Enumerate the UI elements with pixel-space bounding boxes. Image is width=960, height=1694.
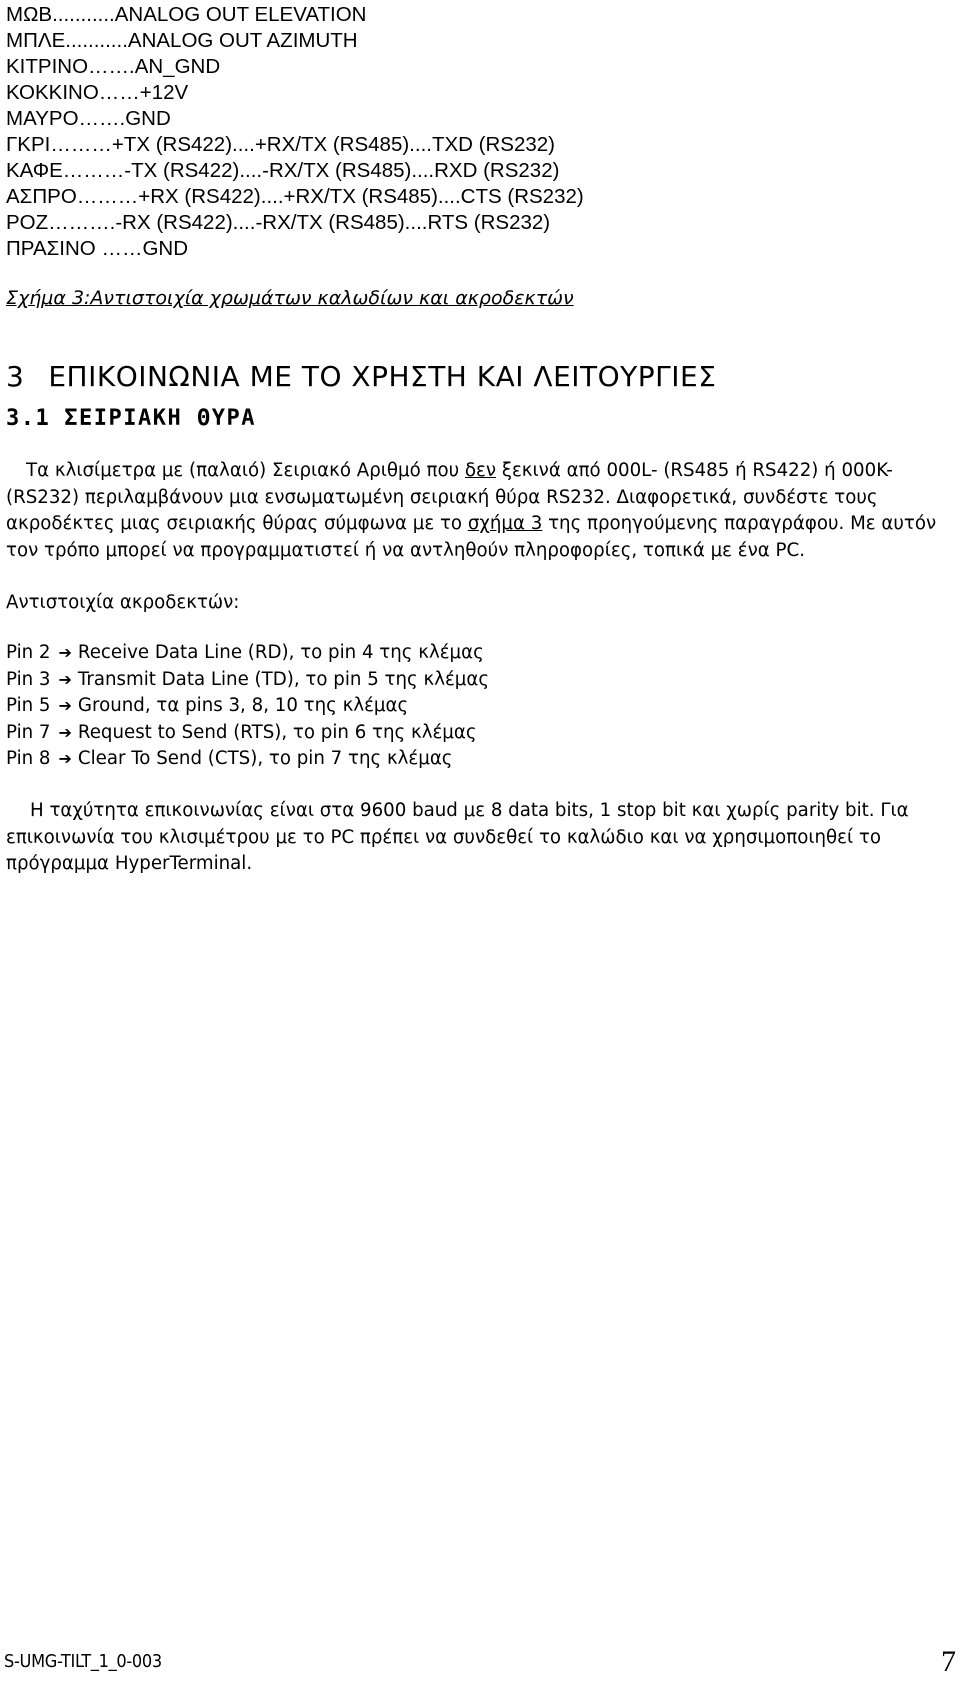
pin-description: Clear To Send (CTS), το pin 7 της κλέμας bbox=[77, 748, 453, 769]
pin-label: Pin 2 bbox=[6, 642, 51, 663]
section-title: ΕΠΙΚΟΙΝΩΝΙΑ ΜΕ ΤΟ ΧΡΗΣΤΗ ΚΑΙ ΛΕΙΤΟΥΡΓΙΕΣ bbox=[48, 360, 717, 393]
pin-description: Request to Send (RTS), το pin 6 της κλέμας bbox=[77, 721, 477, 743]
wire-color-item: ΚΟΚΚΙΝΟ……+12V bbox=[6, 81, 189, 104]
communication-paragraph bbox=[6, 798, 956, 878]
section-number: 3 bbox=[6, 360, 25, 393]
wire-color-item: ΜΠΛΕ...........ANALOG OUT AZIMUTH bbox=[6, 29, 358, 52]
right-arrow-icon: ➔ bbox=[58, 696, 72, 715]
right-arrow-icon: ➔ bbox=[58, 643, 72, 662]
pin-mapping-item bbox=[6, 640, 489, 667]
right-arrow-icon: ➔ bbox=[58, 722, 72, 742]
subsection-title: ΣΕΙΡΙΑΚΗ ΘΥΡΑ bbox=[64, 406, 256, 431]
figure-reference-link[interactable]: σχήμα 3 bbox=[467, 513, 543, 534]
pin-label: Pin 3 bbox=[6, 668, 51, 690]
pin-label: Pin 5 bbox=[6, 695, 51, 716]
paragraph-text: ξεκινά από 000L- (RS485 ή RS422) ή 000K- (RS232) περιλαμβάνουν μια ενσωματωμένη σειριακή θύρα RS232. Διαφορετικά, συνδέστε τους ακροδέκτες μιας σειριακής θύρας σύμφωνα με το bbox=[6, 460, 893, 534]
paragraph-text: Η ταχύτητα επικοινωνίας είναι στα 9600 baud με 8 data bits, 1 stop bit και χωρίς parity bit. Για επικοινωνία του κλισιμέτρου με το PC πρέπει να συνδεθεί το καλώδιο και να χρησιμοποιηθεί το πρόγραμμα HyperTerminal. bbox=[6, 800, 909, 874]
section-heading bbox=[6, 360, 716, 393]
wire-color-item: ΜΩΒ...........ANALOG OUT ELEVATION bbox=[6, 3, 367, 26]
wire-color-item: ΠΡΑΣΙΝΟ ……GND bbox=[6, 237, 188, 260]
pin-mapping-title: Αντιστοιχία ακροδεκτών: bbox=[6, 592, 240, 613]
page-number: 7 bbox=[941, 1645, 956, 1678]
pin-description: Ground, τα pins 3, 8, 10 της κλέμας bbox=[77, 695, 409, 716]
paragraph-text: της προηγούμενης παραγράφου. Με αυτόν τον τρόπο μπορεί να προγραμματιστεί ή να αντληθούν πληροφορίες, τοπικά με ένα PC. bbox=[6, 513, 937, 561]
subsection-heading bbox=[6, 406, 256, 431]
wire-color-list bbox=[6, 2, 584, 262]
pin-description: Receive Data Line (RD), το pin 4 της κλέμας bbox=[77, 642, 484, 663]
wire-color-item: ΑΣΠΡΟ………+RX (RS422)....+RX/TX (RS485)....CTS (RS232) bbox=[6, 185, 584, 208]
pin-mapping-item bbox=[6, 693, 489, 720]
pin-description: Transmit Data Line (TD), το pin 5 της κλέμας bbox=[77, 668, 490, 690]
pin-label: Pin 7 bbox=[6, 721, 51, 743]
wire-color-item: ΓΚΡΙ………+TX (RS422)....+RX/TX (RS485)....TXD (RS232) bbox=[6, 133, 555, 156]
serial-port-paragraph bbox=[6, 458, 956, 564]
subsection-number: 3.1 bbox=[6, 406, 51, 431]
pin-mapping-item bbox=[6, 720, 489, 747]
right-arrow-icon: ➔ bbox=[58, 669, 72, 689]
wire-color-item: ΚΑΦΕ………-TX (RS422)....-RX/TX (RS485)....RXD (RS232) bbox=[6, 159, 560, 182]
document-id: S-UMG-TILT_1_0-003 bbox=[4, 1651, 162, 1672]
wire-color-item: ΚΙΤΡΙΝΟ…….AN_GND bbox=[6, 55, 221, 78]
wire-color-item: ΜΑΥΡΟ…….GND bbox=[6, 107, 171, 130]
pin-label: Pin 8 bbox=[6, 748, 51, 769]
figure-caption: Σχήμα 3:Αντιστοιχία χρωμάτων καλωδίων και ακροδεκτών bbox=[6, 287, 574, 309]
right-arrow-icon: ➔ bbox=[58, 749, 72, 768]
pin-mapping-item bbox=[6, 746, 489, 773]
pin-mapping-list bbox=[6, 640, 489, 773]
paragraph-text: Τα κλισίμετρα με (παλαιό) Σειριακό Αριθμό που bbox=[26, 460, 465, 481]
paragraph-underlined-text: δεν bbox=[464, 460, 497, 481]
wire-color-item: ΡΟΖ……….-RX (RS422)....-RX/TX (RS485)....RTS (RS232) bbox=[6, 211, 551, 234]
pin-mapping-item bbox=[6, 667, 489, 694]
